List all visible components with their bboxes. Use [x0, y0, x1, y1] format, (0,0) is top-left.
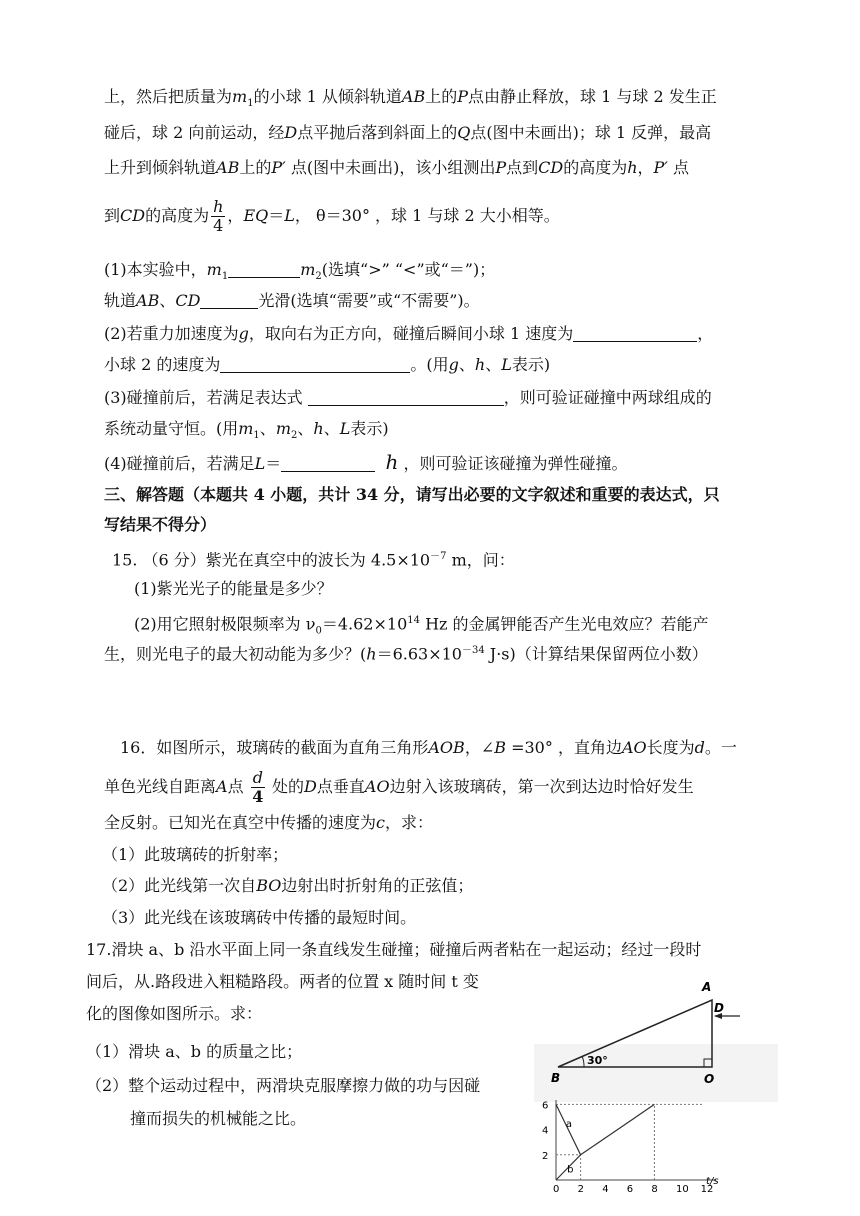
- q3-line-1: (3)碰撞前后，若满足表达式 ，则可验证碰撞中两球组成的: [104, 388, 712, 407]
- problem-17-line-2: 间后，从.路段进入粗糙路段。两者的位置 x 随时间 t 变: [86, 972, 479, 991]
- triangle-figure: [534, 976, 778, 1102]
- blank-compare[interactable]: [228, 261, 300, 278]
- blank-smooth[interactable]: [200, 292, 258, 309]
- x-tick-label: 8: [651, 1184, 658, 1195]
- problem-15-sub-2: (2)用它照射极限频率为 $\nu_0=4.62\times 10^{14}$ Hz 的金属钾能否产生光电效应？若能产: [134, 614, 709, 637]
- series-label-a: a: [565, 1119, 572, 1131]
- fraction-h-over-4: $\frac{h}{4}$: [213, 197, 224, 235]
- section-3-heading-cont: 写结果不得分）: [104, 515, 217, 534]
- x-tick-label: 0: [553, 1184, 560, 1195]
- fraction-d-over-4: $\frac{d}{4}$: [252, 768, 264, 806]
- q2-line-1: (2)若重力加速度为g，取向右为正方向，碰撞后瞬间小球 1 速度为 ，: [104, 324, 714, 343]
- q1-line-1: (1)本实验中，$m_1$ $m_2$(选填“>” “<”或“＝”)；: [104, 260, 496, 283]
- problem-15-stem: 15. （6 分）紫光在真空中的波长为 $4.5\times 10^{-7}$ m，问：: [112, 550, 515, 570]
- problem-16-line-2: 单色光线自距离A点 $\frac{d}{4}$ 处的D点垂直AO边射入该玻璃砖，第一次到达边时恰好发生: [104, 768, 694, 806]
- x-tick-label: 6: [626, 1184, 634, 1195]
- problem-16-sub-2: （2）此光线第一次自BO边射出时折射角的正弦值；: [102, 876, 474, 895]
- y-tick-label: 4: [542, 1125, 549, 1137]
- label-B: B: [551, 1071, 561, 1085]
- label-A: A: [702, 980, 712, 994]
- problem-16-sub-1: （1）此玻璃砖的折射率；: [102, 845, 289, 864]
- x-tick-label: 12: [700, 1184, 714, 1195]
- para-line-4: 到CD的高度为 $\frac{h}{4}$ ，EQ＝L， θ＝30° ，球 1 与球 2 大小相等。: [104, 197, 560, 235]
- problem-15-sub-1: (1)紫光光子的能量是多少？: [134, 579, 333, 598]
- x-tick-label: 2: [577, 1184, 584, 1195]
- q2-line-2: 小球 2 的速度为 。(用g、h、L表示): [104, 355, 551, 374]
- q4-line: (4)碰撞前后，若满足L＝ h ，则可验证该碰撞为弹性碰撞。: [104, 450, 628, 474]
- problem-15-sub-2-cont: 生，则光电子的最大初动能为多少？($h=6.63\times 10^{-34}$ J·s)（计算结果保留两位小数）: [104, 644, 708, 664]
- series-line-combined: [581, 1104, 655, 1154]
- problem-17-sub-2: （2）整个运动过程中，两滑块克服摩擦力做的功与因碰: [86, 1076, 481, 1095]
- y-tick-label: 2: [542, 1150, 549, 1162]
- q1-line-2: 轨道AB、CD 光滑(选填“需要”或“不需要”)。: [104, 291, 480, 310]
- q3-line-2: 系统动量守恒。(用$m_1$、$m_2$、h、L表示): [104, 419, 389, 442]
- blank-momentum[interactable]: [308, 389, 504, 406]
- label-angle: 30°: [587, 1054, 608, 1067]
- section-3-heading: 三、解答题（本题共 4 小题，共计 34 分，请写出必要的文字叙述和重要的表达式，只: [104, 485, 720, 504]
- x-axis-unit: t/s: [706, 1176, 719, 1187]
- x-tick-label: 10: [676, 1184, 689, 1195]
- para-line-2: 碰后，球 2 向前运动，经D点平抛后落到斜面上的Q点(图中未画出)；球 1 反弹，最高: [104, 123, 712, 142]
- label-O: O: [704, 1072, 715, 1086]
- blank-v2[interactable]: [220, 356, 410, 373]
- para-line-1: 上，然后把质量为$m_1$的小球 1 从倾斜轨道AB上的P点由静止释放，球 1 与球 2 发生正: [104, 87, 717, 110]
- position-time-graph: [536, 1100, 776, 1196]
- problem-16-sub-3: （3）此光线在该玻璃砖中传播的最短时间。: [102, 908, 417, 927]
- series-label-b: b: [567, 1164, 574, 1176]
- problem-16-stem: 16．如图所示，玻璃砖的截面为直角三角形AOB，∠B =30° ，直角边AO长度为d。一: [120, 738, 737, 757]
- label-D: D: [714, 1001, 724, 1015]
- para-line-3: 上升到倾斜轨道AB上的P′ 点(图中未画出)，该小组测出P点到CD的高度为h，P′ 点: [104, 158, 690, 177]
- problem-17-sub-2-cont: 撞而损失的机械能之比。: [130, 1109, 307, 1128]
- problem-16-line-3: 全反射。已知光在真空中传播的速度为c，求：: [104, 813, 433, 832]
- blank-v1[interactable]: [573, 325, 697, 342]
- problem-17-stem: 17.滑块 a、b 沿水平面上同一条直线发生碰撞；碰撞后两者粘在一起运动；经过一段时: [86, 940, 702, 959]
- x-tick-label: 4: [602, 1184, 609, 1195]
- y-tick-label: 6: [542, 1100, 549, 1112]
- problem-17-sub-1: （1）滑块 a、b 的质量之比；: [86, 1042, 303, 1061]
- problem-17-line-3: 化的图像如图所示。求：: [86, 1004, 263, 1023]
- figure-shading: [534, 1044, 778, 1102]
- blank-elastic[interactable]: [281, 455, 375, 472]
